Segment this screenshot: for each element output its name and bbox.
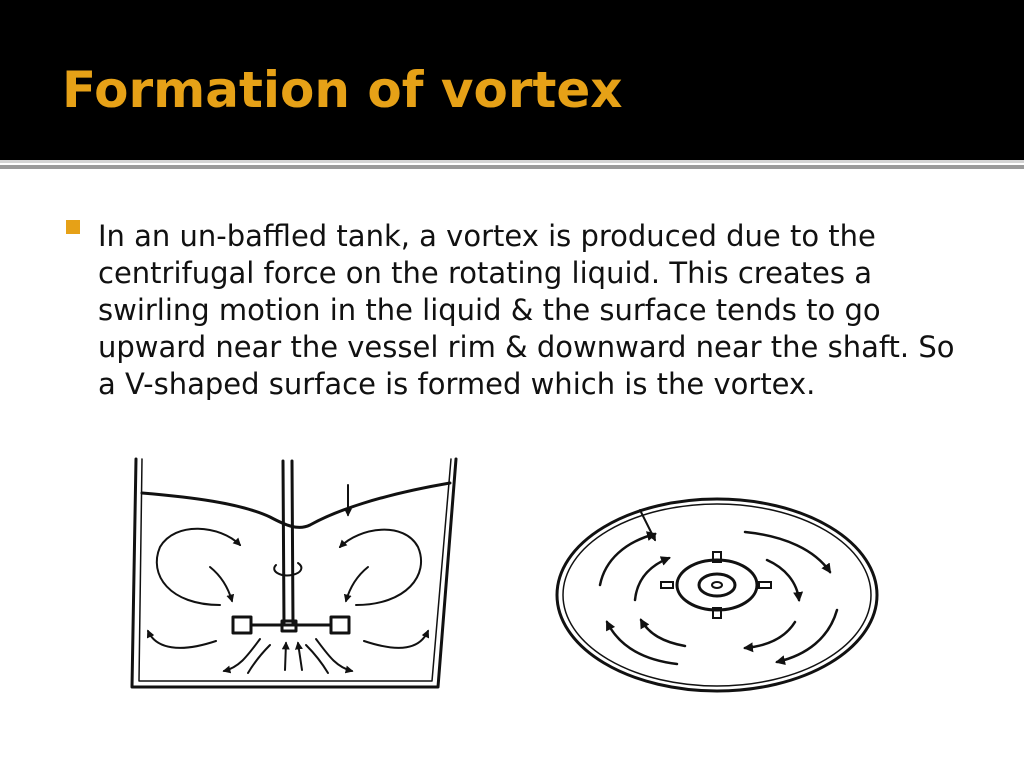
stirred-tank-top-view-icon [545, 490, 890, 700]
title-divider-shadow [0, 165, 1024, 169]
stirred-tank-side-view-icon [120, 455, 470, 695]
title-divider [0, 160, 1024, 163]
bullet-marker [66, 220, 80, 234]
bullet-text: In an un-baffled tank, a vortex is produced due to the centrifugal force on the rotating liquid. This creates a swirling motion in the liquid & the surface tends to go upward near the vessel rim & downward near the shaft. So a V-shaped surface is formed which is the vortex. [98, 219, 955, 401]
title-bar [0, 0, 1024, 160]
slide-title: Formation of vortex [62, 61, 623, 119]
